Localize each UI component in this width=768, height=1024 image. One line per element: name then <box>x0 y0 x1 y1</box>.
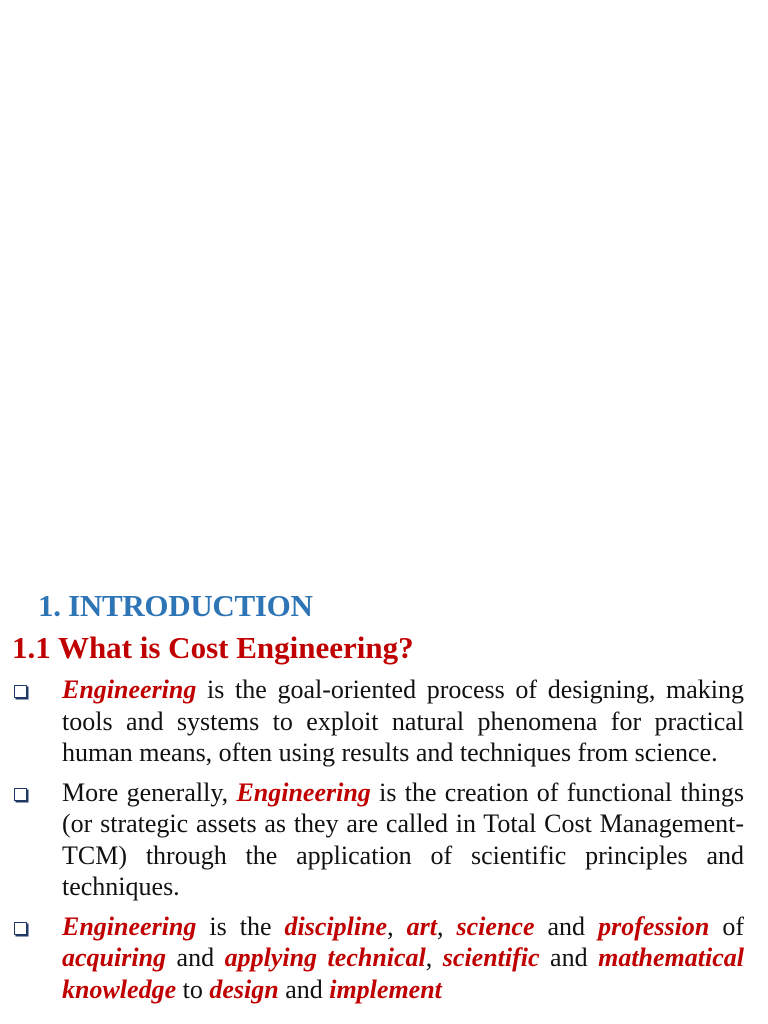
emphasis-term: mathematical knowledge <box>62 943 744 1004</box>
body-text: and <box>278 974 330 1004</box>
emphasis-term: art <box>406 911 437 941</box>
bullet-list <box>12 674 744 1013</box>
body-text: More generally, <box>62 777 237 807</box>
section-title: 1. INTRODUCTION <box>38 588 313 623</box>
emphasis-term: applying technical <box>224 943 426 972</box>
bullet-item <box>12 674 744 769</box>
bullet-text <box>62 778 744 902</box>
body-text: of <box>709 911 745 941</box>
body-text: , <box>387 911 407 941</box>
emphasis-term: Engineering <box>236 777 371 807</box>
body-text: and <box>166 943 225 972</box>
square-bullet-icon <box>14 922 27 935</box>
body-text: is the goal-oriented process of designing, making tools and systems to exploit natural phenomena for practical human means, often using results and techniques from science. <box>62 675 744 767</box>
bullet-item <box>12 777 744 903</box>
emphasis-term: design <box>209 974 279 1004</box>
body-text: , <box>436 911 457 941</box>
body-text: is the creation of functional things (or strategic assets as they are called in Total Cost Management-TCM) through the application of scientific principles and techniques. <box>62 777 744 901</box>
emphasis-term: Engineering <box>62 911 197 941</box>
emphasis-term: acquiring <box>62 943 167 972</box>
body-text: , <box>425 943 443 972</box>
emphasis-term: scientific <box>442 943 540 972</box>
subsection-title: 1.1 What is Cost Engineering? <box>12 630 414 665</box>
square-bullet-icon <box>14 685 27 698</box>
bullet-item <box>12 911 744 1006</box>
square-bullet-icon <box>14 788 27 801</box>
bullet-text <box>62 912 744 1004</box>
emphasis-term: Engineering <box>62 675 197 704</box>
emphasis-term: science <box>456 911 535 941</box>
emphasis-term: implement <box>329 974 442 1004</box>
body-text: and <box>539 943 599 972</box>
bullet-text <box>62 675 744 767</box>
emphasis-term: discipline <box>284 911 388 941</box>
body-text: is the <box>196 911 285 941</box>
emphasis-term: profession <box>598 911 710 941</box>
body-text: and <box>534 911 599 941</box>
body-text: to <box>176 974 210 1004</box>
